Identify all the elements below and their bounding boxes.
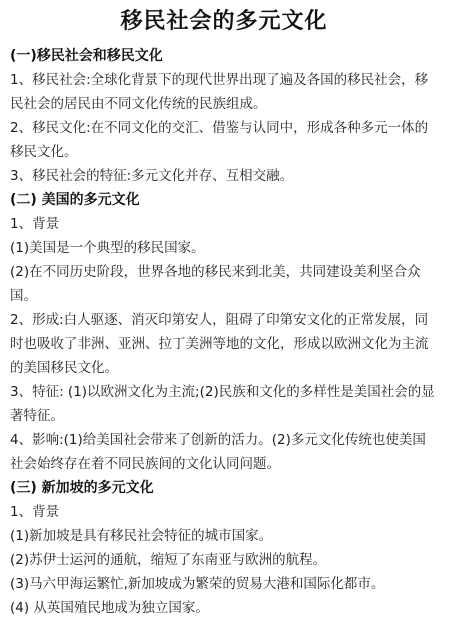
paragraph: 2、形成:白人驱逐、消灭印第安人，阻碍了印第安文化的正常发展，同时也吸收了非洲、亚洲、拉丁美洲等地的文化，形成以欧洲文化为主流的美国移民文化。 <box>10 312 429 376</box>
paragraph: 1、背景 <box>10 504 60 520</box>
section-heading-usa: (二) 美国的多元文化 <box>10 192 140 208</box>
paragraph: (1)新加坡是具有移民社会特征的城市国家。 <box>10 528 273 544</box>
paragraph: 1、背景 <box>10 216 60 232</box>
page-title: 移民社会的多元文化 <box>120 9 328 34</box>
paragraph: (2)苏伊士运河的通航，缩短了东南亚与欧洲的航程。 <box>10 552 327 568</box>
paragraph: 3、特征: (1)以欧洲文化为主流;(2)民族和文化的多样性是美国社会的显著特征。 <box>10 384 435 424</box>
paragraph: (1)美国是一个典型的移民国家。 <box>10 240 205 256</box>
paragraph: (2)在不同历史阶段，世界各地的移民来到北美，共同建设美利坚合众国。 <box>10 264 421 304</box>
paragraph: 1、移民社会:全球化背景下的现代世界出现了遍及各国的移民社会，移民社会的居民由不同文化传统的民族组成。 <box>10 72 429 112</box>
paragraph: 2、移民文化:在不同文化的交汇、借鉴与认同中，形成各种多元一体的移民文化。 <box>10 120 429 160</box>
section-heading-immigrant-society: (一)移民社会和移民文化 <box>10 48 163 64</box>
paragraph: 4、影响:(1)给美国社会带来了创新的活力。(2)多元文化传统也使美国社会始终存在着不同民族间的文化认同问题。 <box>10 432 426 472</box>
section-heading-singapore: (三) 新加坡的多元文化 <box>10 480 154 496</box>
paragraph: 3、移民社会的特征:多元文化并存、互相交融。 <box>10 168 294 184</box>
paragraph: (3)马六甲海运繁忙,新加坡成为繁荣的贸易大港和国际化都市。 <box>10 576 385 592</box>
paragraph: (4) 从英国殖民地成为独立国家。 <box>10 600 209 616</box>
